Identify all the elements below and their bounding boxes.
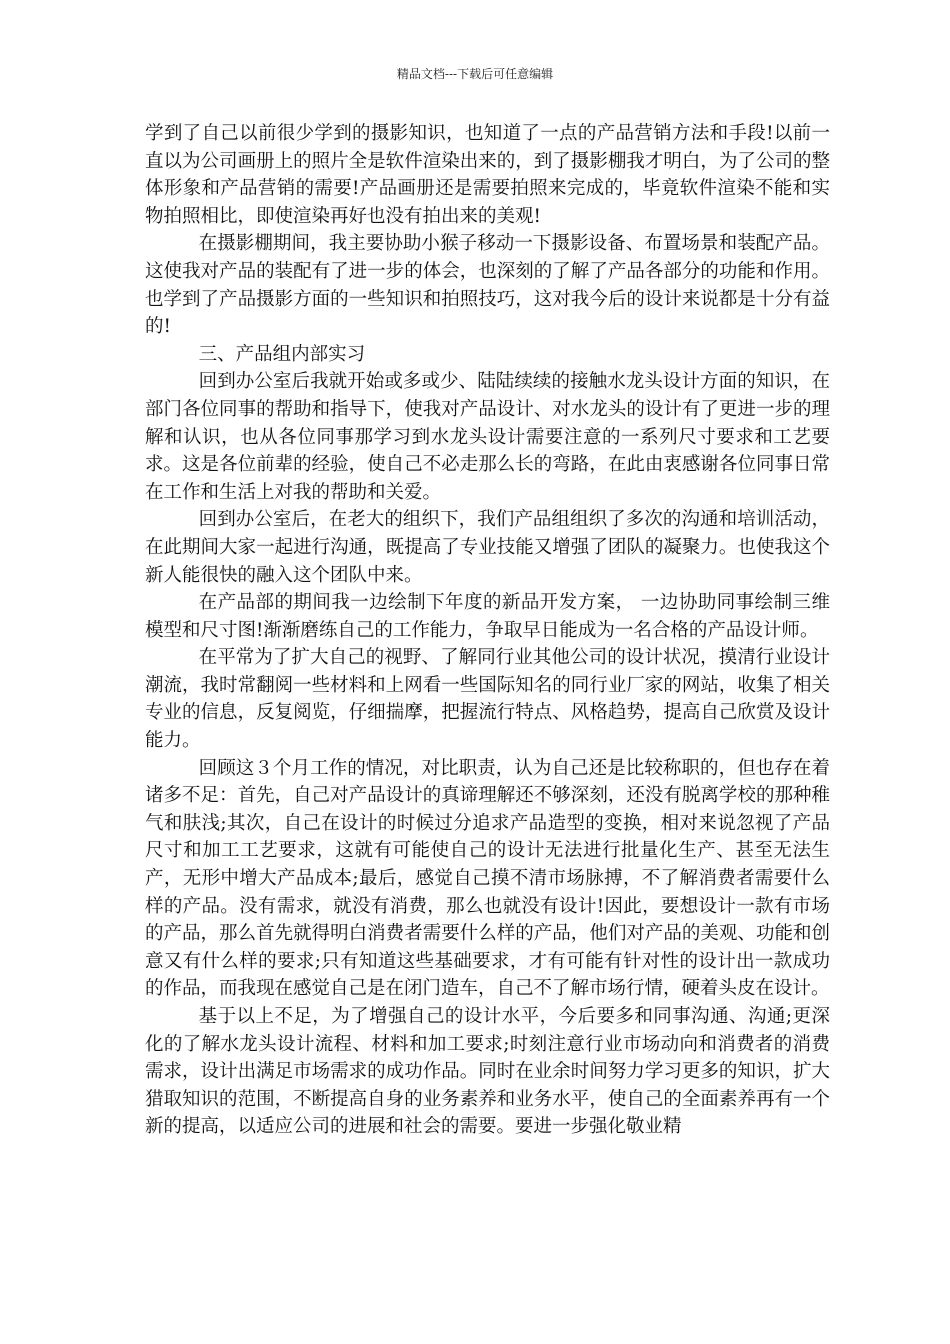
paragraph-8: 基于以上不足，为了增强自己的设计水平，今后要多和同事沟通、沟通;更深化的了解水龙头设计流程、材料和加工要求;时刻注意行业市场动向和消费者的消费需求，设计出满足市场需求的成功作品。同时在业余时间努力学习更多的知识，扩大猎取知识的范围，不断提高自身的业务素养和业务水平，使自己的全面素养再有一个新的提高，以适应公司的进展和社会的需要。要进一步强化敬业精 [145, 1006, 830, 1138]
paragraph-1: 学到了自己以前很少学到的摄影知识，也知道了一点的产品营销方法和手段!以前一直以为公司画册上的照片全是软件渲染出来的，到了摄影棚我才明白，为了公司的整体形象和产品营销的需要!产品画册还是需要拍照来完成的，毕竟软件渲染不能和实物拍照相比，即使渲染再好也没有拍出来的美观! [145, 123, 830, 227]
paragraph-7: 回顾这３个月工作的情况，对比职责，认为自己还是比较称职的，但也存在着诸多不足：首先，自己对产品设计的真谛理解还不够深刻，还没有脱离学校的那种稚气和肤浅;其次，自己在设计的时候过分追求产品造型的变换，相对来说忽视了产品尺寸和加工工艺要求，这就有可能使自己的设计无法进行批量化生产、甚至无法生产，无形中增大产品成本;最后，感觉自己摸不清市场脉搏，不了解消费者需要什么样的产品。没有需求，就没有消费，那么也就没有设计!因此，要想设计一款有市场的产品，那么首先就得明白消费者需要什么样的产品，他们对产品的美观、功能和创意又有什么样的要求;只有知道这些基础要求，才有可能有针对性的设计出一款成功的作品，而我现在感觉自己是在闭门造车，自己不了解市场行情，硬着头皮在设计。 [145, 757, 830, 1000]
paragraph-4: 回到办公室后，在老大的组织下，我们产品组组织了多次的沟通和培训活动，在此期间大家一起进行沟通，既提高了专业技能又增强了团队的凝聚力。也使我这个新人能很快的融入这个团队中来。 [145, 509, 830, 586]
paragraph-5: 在产品部的期间我一边绘制下年度的新品开发方案， 一边协助同事绘制三维模型和尺寸图!渐渐磨练自己的工作能力，争取早日能成为一名合格的产品设计师。 [145, 592, 830, 641]
paragraph-3: 回到办公室后我就开始或多或少、陆陆续续的接触水龙头设计方面的知识，在部门各位同事的帮助和指导下，使我对产品设计、对水龙头的设计有了更进一步的理解和认识，也从各位同事那学习到水龙头设计需要注意的一系列尺寸要求和工艺要求。这是各位前辈的经验，使自己不必走那么长的弯路，在此由衷感谢各位同事日常在工作和生活上对我的帮助和关爱。 [145, 371, 830, 503]
paragraph-2: 在摄影棚期间，我主要协助小猴子移动一下摄影设备、布置场景和装配产品。这使我对产品的装配有了进一步的体会，也深刻的了解了产品各部分的功能和作用。也学到了产品摄影方面的一些知识和拍照技巧，这对我今后的设计来说都是十分有益的! [145, 233, 830, 338]
document-body [145, 120, 830, 1141]
paragraph-6: 在平常为了扩大自己的视野、了解同行业其他公司的设计状况，摸清行业设计潮流，我时常翻阅一些材料和上网看一些国际知名的同行业厂家的网站，收集了相关专业的信息，反复阅览，仔细揣摩，把握流行特点、风格趋势，提高自己欣赏及设计能力。 [145, 647, 830, 752]
page-header: 精品文档---下载后可任意编辑 [396, 67, 554, 81]
section-heading: 三、产品组内部实习 [198, 343, 366, 365]
